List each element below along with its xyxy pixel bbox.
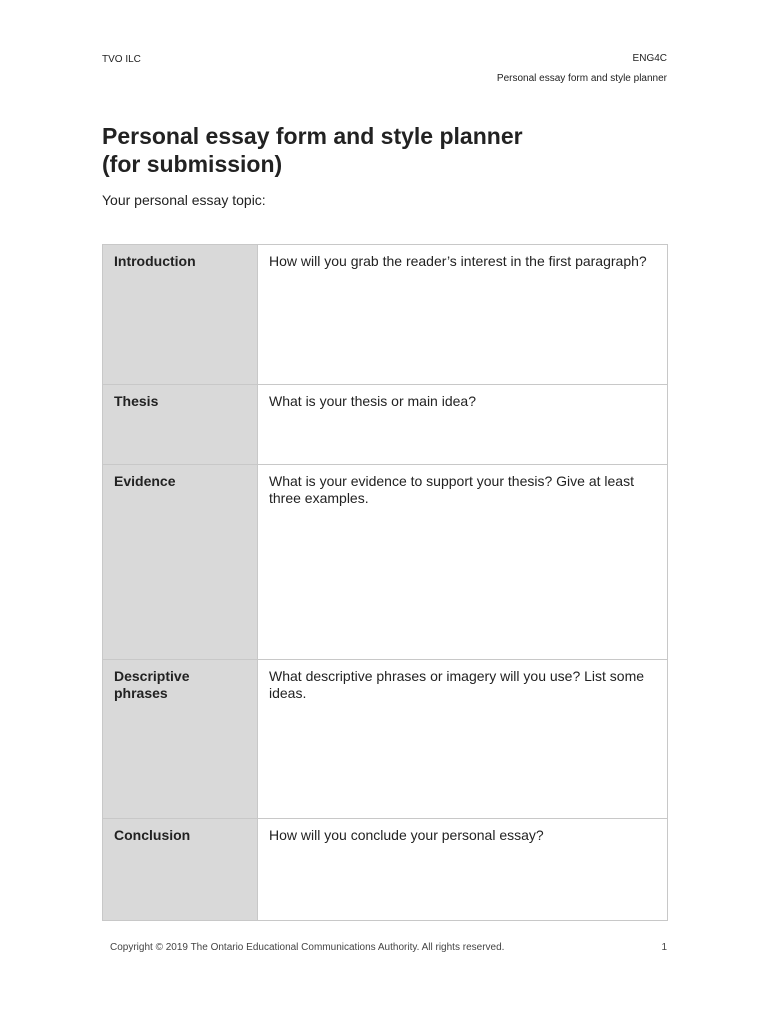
table-row-thesis: [103, 385, 668, 465]
header-document-name: Personal essay form and style planner: [496, 73, 667, 84]
row-prompt-cell[interactable]: How will you conclude your personal essay?: [258, 819, 668, 921]
page-title: [102, 122, 662, 178]
table-row-introduction: [103, 245, 668, 385]
row-prompt-cell[interactable]: How will you grab the reader’s interest in the first paragraph?: [258, 245, 668, 385]
page-title-line-2: (for submission): [102, 151, 283, 177]
footer-page-number: 1: [661, 942, 667, 953]
page-title-line-1: Personal essay form and style planner: [102, 123, 523, 149]
table-row-evidence: [103, 465, 668, 660]
row-label: Thesis: [103, 385, 258, 465]
planner-table: [102, 244, 668, 921]
table-row-conclusion: [103, 819, 668, 921]
row-label: Descriptive phrases: [103, 660, 258, 819]
row-prompt-cell[interactable]: What is your thesis or main idea?: [258, 385, 668, 465]
header-course-code: ENG4C: [632, 53, 667, 64]
row-prompt-cell[interactable]: What descriptive phrases or imagery will you use? List some ideas.: [258, 660, 668, 819]
topic-label: Your personal essay topic:: [102, 192, 266, 208]
row-label: Evidence: [103, 465, 258, 660]
footer: [102, 942, 667, 954]
row-prompt-cell[interactable]: What is your evidence to support your thesis? Give at least three examples.: [258, 465, 668, 660]
footer-copyright: Copyright © 2019 The Ontario Educational Communications Authority. All rights reserved.: [110, 942, 505, 953]
row-label: Conclusion: [103, 819, 258, 921]
header-right: [497, 54, 667, 84]
header-course-provider: TVO ILC: [102, 54, 141, 65]
table-row-descriptive-phrases: [103, 660, 668, 819]
row-label: Introduction: [103, 245, 258, 385]
